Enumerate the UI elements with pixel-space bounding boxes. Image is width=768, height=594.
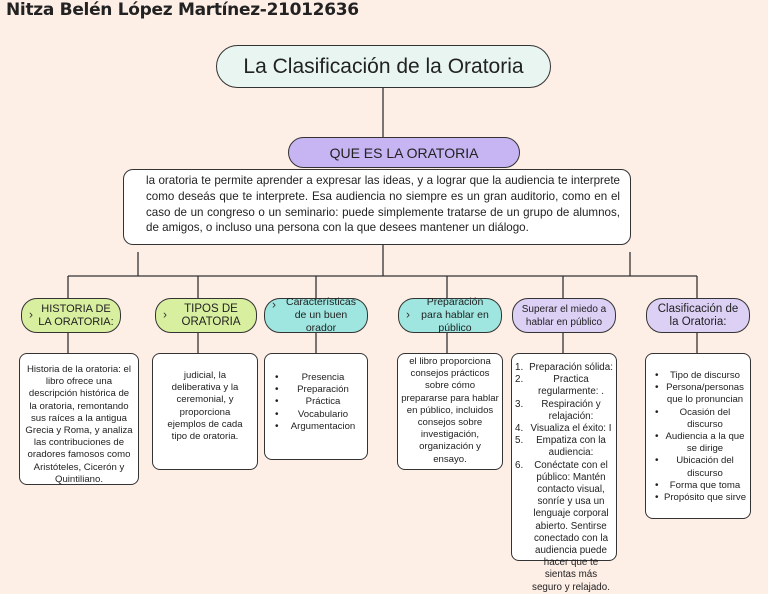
heading-clasificacion-label: Clasificación de la Oratoria:	[657, 302, 739, 328]
list-text: Visualiza el éxito: I	[530, 423, 612, 435]
list-item: • Vocabulario	[269, 409, 363, 421]
heading-preparacion	[398, 298, 502, 333]
heading-historia	[21, 298, 121, 333]
list-text: Empatiza con la audiencia:	[536, 435, 606, 459]
main-title: La Clasificación de la Oratoria	[216, 45, 551, 88]
list-item: • Forma que toma	[649, 480, 747, 492]
content-clasificacion	[645, 353, 751, 519]
content-superar-miedo	[511, 353, 617, 593]
author-name: Nitza Belén López Martínez-21012636	[6, 0, 359, 20]
que-es-heading: QUE ES LA ORATORIA	[288, 137, 520, 168]
superar-miedo-list	[515, 362, 613, 594]
list-number: 5.	[515, 435, 524, 447]
list-item: • Presencia	[269, 372, 363, 384]
list-text: Practica regularmente: .	[538, 374, 604, 398]
content-historia	[19, 353, 139, 485]
content-historia-text: Historia de la oratoria: el libro ofrece una descripción histórica de la oratoria, remontando sus raíces a la antigua Grecia y Roma, y analiza las contribuciones de oradores famosos como Aristóteles, Cicerón y Quintiliano.	[25, 364, 133, 485]
heading-caracteristicas	[264, 298, 368, 333]
list-item: • Argumentacion	[269, 421, 363, 433]
heading-superar-miedo-label: Superar el miedo a hablar en público	[521, 303, 607, 328]
list-number: 4.	[515, 423, 524, 435]
list-number: 6.	[515, 459, 524, 471]
list-item: • Ocasión del discurso	[649, 407, 747, 431]
list-text: Respiración y relajación:	[541, 398, 601, 422]
list-number: 3.	[515, 398, 524, 410]
chevron-right-icon: ›	[163, 306, 167, 321]
list-text: Conéctate con el público: Mantén contacto visual, sonríe y usa un lenguaje corporal abierto. Sentirse conectado con la audiencia puede hacer que te sientas más seguro y relajado.	[532, 459, 610, 593]
content-preparacion-text: el libro proporciona consejos prácticos sobre cómo prepararse para hablar en público, incluidos consejos sobre investigación, organización y ensayo.	[401, 356, 499, 465]
heading-historia-label: HISTORIA DE LA ORATORIA:	[38, 302, 114, 328]
clasificacion-list	[649, 370, 747, 504]
list-number: 1.	[515, 362, 524, 373]
definition-box: la oratoria te permite aprender a expresar las ideas, y a lograr que la audiencia te interprete como deseás que te interprete. Esa audiencia no siempre es un gran auditorio, como en el caso de un congreso o un seminario: puede simplemente tratarse de un grupo de alumnos, de amigos, o incluso una persona con la que desees mantener un diálogo.	[123, 169, 631, 245]
heading-clasificacion	[646, 298, 750, 333]
list-item	[515, 460, 613, 594]
list-number: 2.	[515, 374, 524, 386]
caracteristicas-list	[269, 372, 363, 433]
list-item	[515, 362, 613, 374]
list-text: Preparación sólida:	[529, 362, 613, 373]
list-item	[515, 423, 613, 435]
list-item: • Preparación	[269, 384, 363, 396]
list-item: • Propósito que sirve	[649, 492, 747, 504]
list-item: • Persona/personas que lo pronuncian	[649, 382, 747, 406]
content-tipos-text: judicial, la deliberativa y la ceremonial, y proporciona ejemplos de cada tipo de oratoria.	[167, 370, 243, 443]
heading-superar-miedo	[512, 298, 616, 333]
heading-preparacion-label: Preparación para hablar en público	[421, 296, 489, 334]
chevron-right-icon: ›	[29, 306, 33, 321]
heading-tipos-label: TIPOS DE ORATORIA	[181, 302, 241, 328]
list-item: • Audiencia a la que se dirige	[649, 431, 747, 455]
content-tipos	[152, 353, 258, 470]
list-item: • Ubicación del discurso	[649, 455, 747, 479]
content-preparacion	[397, 353, 503, 470]
chevron-right-icon: ›	[406, 306, 410, 321]
heading-tipos	[155, 298, 257, 333]
list-item	[515, 399, 613, 423]
chevron-right-icon: ›	[272, 297, 276, 312]
content-caracteristicas	[264, 353, 368, 460]
list-item	[515, 435, 613, 459]
list-item: • Tipo de discurso	[649, 370, 747, 382]
list-item	[515, 374, 613, 398]
list-item: • Práctica	[269, 396, 363, 408]
heading-caracteristicas-label: Características de un buen orador	[285, 296, 357, 334]
